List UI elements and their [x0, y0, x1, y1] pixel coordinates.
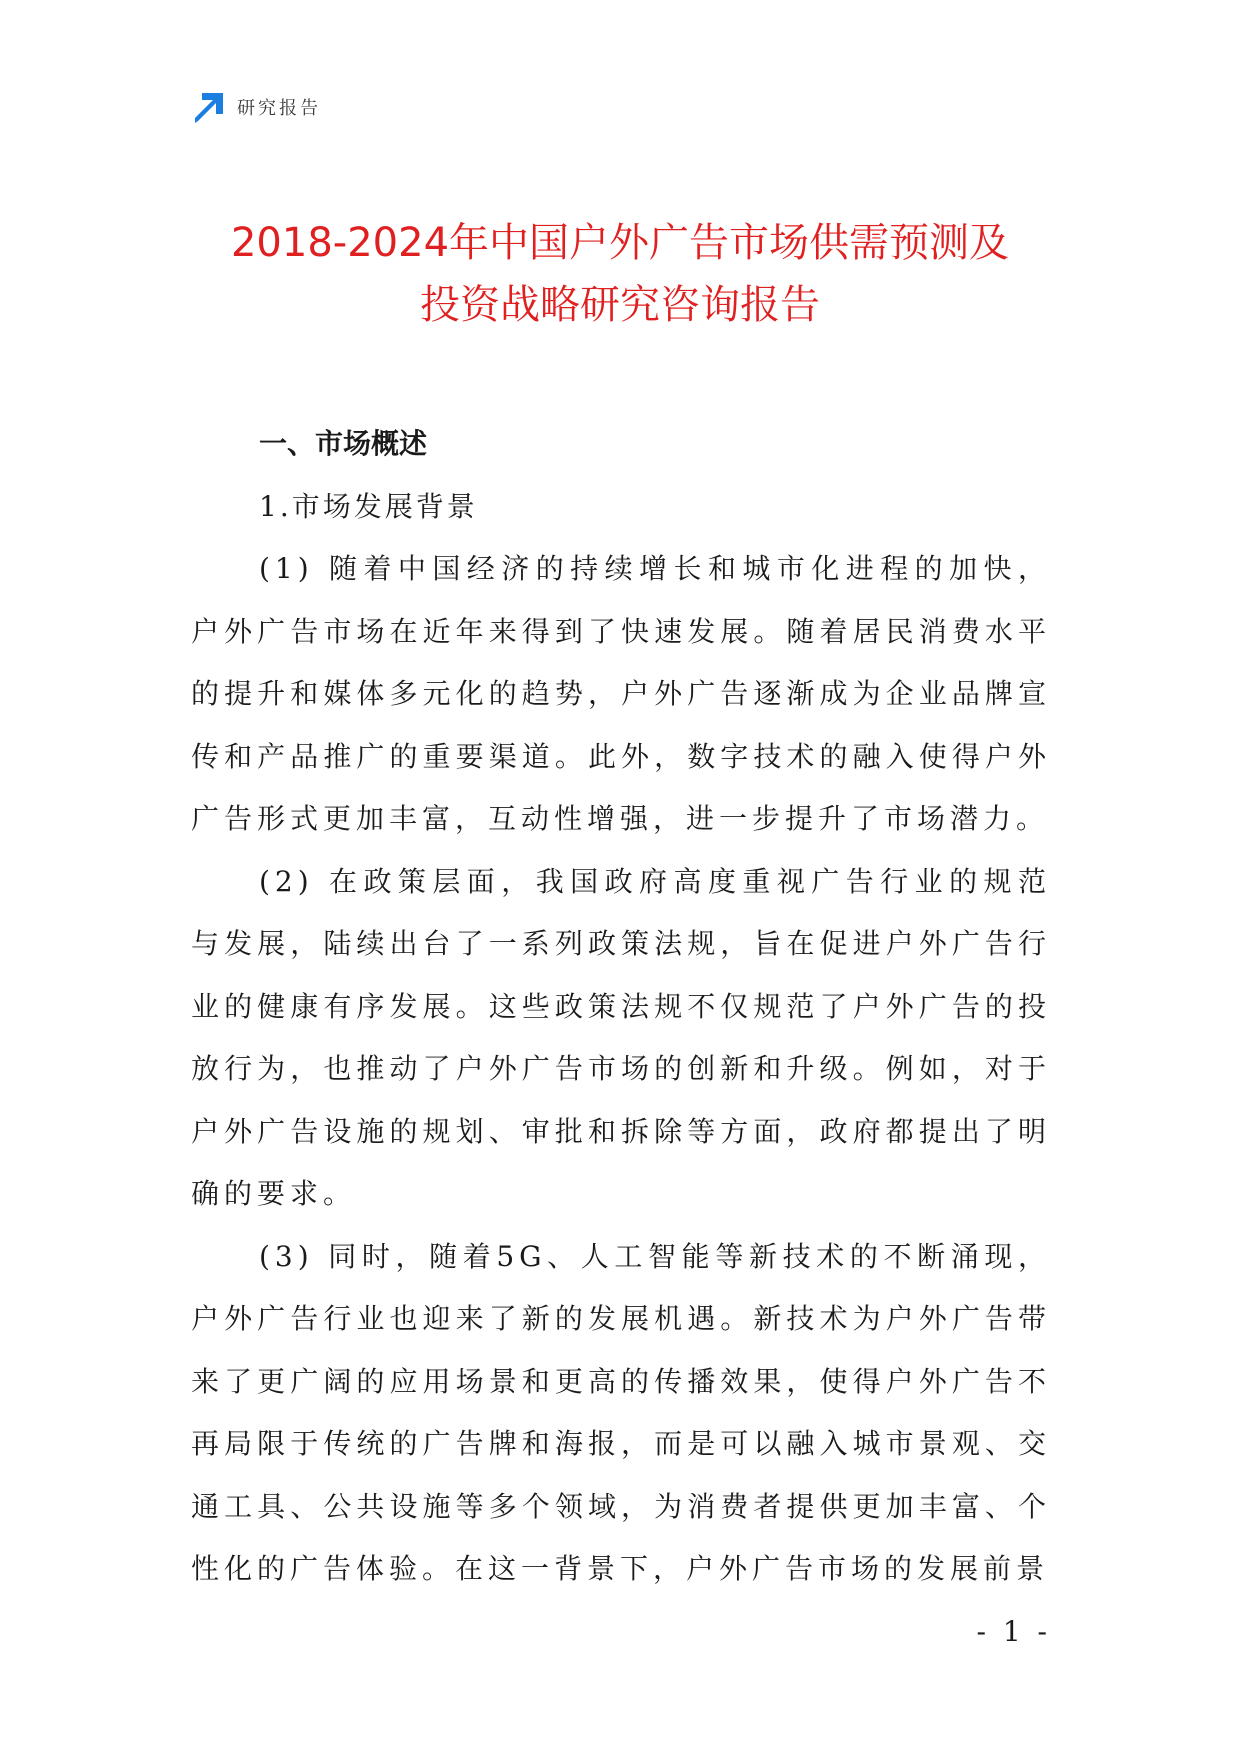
page-number: - 1 - [976, 1615, 1051, 1648]
section-heading: 一、市场概述 [259, 427, 428, 460]
report-title-line-2: 投资战略研究咨询报告 [420, 282, 820, 328]
report-body [191, 416, 1051, 1601]
arrow-up-right-icon [191, 91, 223, 123]
paragraph-2: (2) 在政策层面，我国政府高度重视广告行业的规范与发展，陆续出台了一系列政策法规，旨在促进户外广告行业的健康有序发展。这些政策法规不仅规范了户外广告的投放行为，也推动了户外广告市场的创新和升级。例如，对于户外广告设施的规划、审批和拆除等方面，政府都提出了明确的要求。 [191, 864, 1051, 1210]
report-header [191, 90, 321, 124]
paragraph-1: (1) 随着中国经济的持续增长和城市化进程的加快，户外广告市场在近年来得到了快速发展。随着居民消费水平的提升和媒体多元化的趋势，户外广告逐渐成为企业品牌宣传和产品推广的重要渠道。此外，数字技术的融入使得户外广告形式更加丰富，互动性增强，进一步提升了市场潜力。 [191, 552, 1051, 835]
paragraph-3: (3) 同时，随着5G、人工智能等新技术的不断涌现，户外广告行业也迎来了新的发展机遇。新技术为户外广告带来了更广阔的应用场景和更高的传播效果，使得户外广告不再局限于传统的广告牌和海报，而是可以融入城市景观、交通工具、公共设施等多个领域，为消费者提供更加丰富、个性化的广告体验。在这一背景下，户外广告市场的发展前景 [191, 1239, 1051, 1585]
report-title [170, 212, 1070, 336]
report-title-line-1: 2018-2024年中国户外广告市场供需预测及 [230, 220, 1010, 266]
sub-heading: 1.市场发展背景 [259, 490, 478, 523]
header-label: 研究报告 [237, 98, 321, 119]
